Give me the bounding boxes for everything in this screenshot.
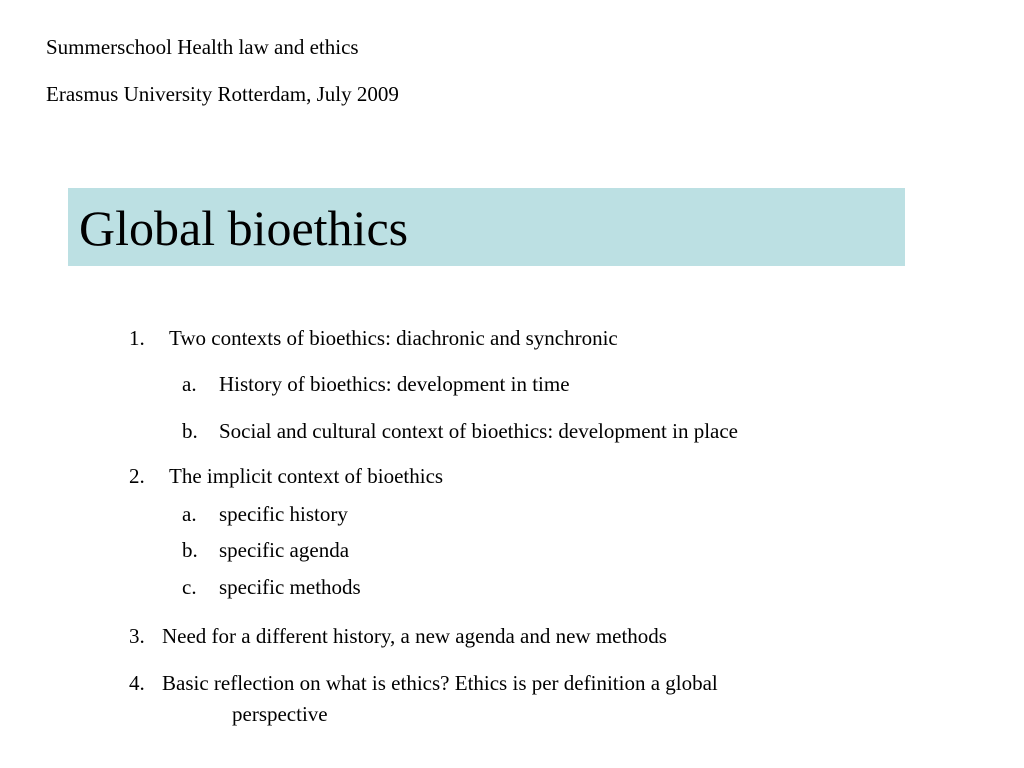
outline-subitem-text: Social and cultural context of bioethics: development in place — [219, 419, 739, 443]
outline-item-continuation: perspective — [232, 702, 328, 726]
header-event-name: Summerschool Health law and ethics — [46, 35, 359, 59]
outline-item-text: Two contexts of bioethics: diachronic and synchronic — [169, 326, 618, 350]
outline-item-number: 2. — [129, 464, 145, 488]
slide-title: Global bioethics — [79, 200, 409, 256]
outline-subitem-letter: b. — [182, 538, 198, 562]
outline-subitem-letter: b. — [182, 419, 198, 443]
outline-item-text: Basic reflection on what is ethics? Ethics is per definition a global — [162, 671, 718, 695]
outline-subitem-text: History of bioethics: development in time — [219, 372, 570, 396]
outline-subitem-letter: c. — [182, 575, 197, 599]
header-event-location-date: Erasmus University Rotterdam, July 2009 — [46, 82, 399, 106]
outline-item-number: 4. — [129, 671, 145, 695]
outline-subitem-letter: a. — [182, 502, 197, 526]
slide-title-box — [68, 188, 905, 266]
outline-subitem-text: specific history — [219, 502, 348, 526]
outline-item-text: Need for a different history, a new agenda and new methods — [162, 624, 667, 648]
outline-item-text: The implicit context of bioethics — [169, 464, 444, 488]
outline-subitem-letter: a. — [182, 372, 197, 396]
outline-subitem-text: specific agenda — [219, 538, 350, 562]
outline-item-number: 3. — [129, 624, 145, 648]
outline-subitem-text: specific methods — [219, 575, 361, 599]
outline-item-number: 1. — [129, 326, 145, 350]
